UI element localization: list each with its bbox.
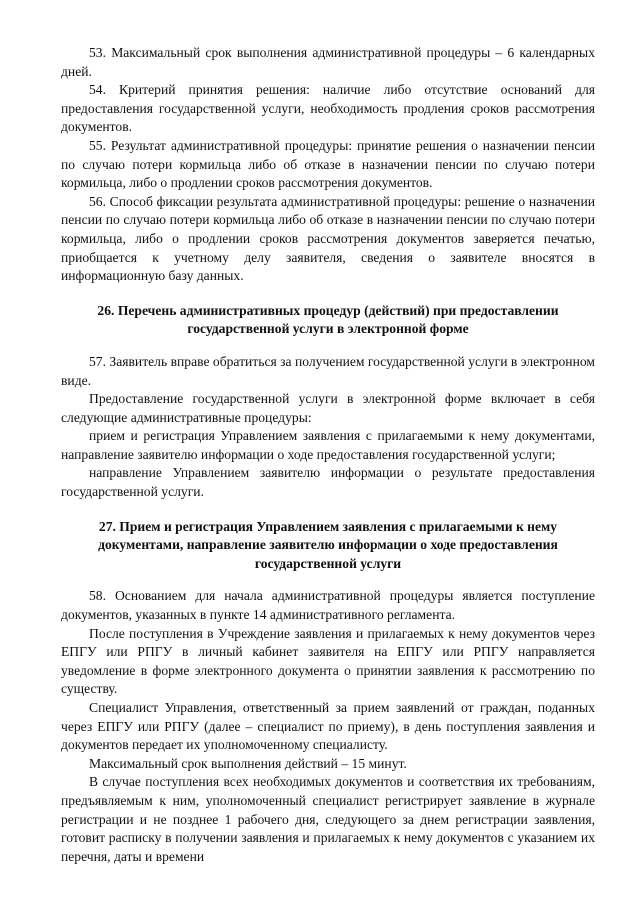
paragraph-54: 54. Критерий принятия решения: наличие либо отсутствие оснований для предоставления государственной услуги, необходимость продления сроков рассмотрения документов.: [61, 82, 595, 135]
paragraph-53: 53. Максимальный срок выполнения административной процедуры – 6 календарных дней.: [61, 45, 595, 79]
paragraph-57: 57. Заявитель вправе обратиться за получением государственной услуги в электронном виде.: [61, 353, 595, 388]
section-27-paragraph: В случае поступления всех необходимых документов и соответствия их требованиям, предъявляемым к ним, уполномоченный специалист регистрирует заявление в журнале регистрации и не позднее 1 рабочего дня, следующего за днем регистрации заявления, готовит расписку в получении заявления и прилагаемых к нему документов с указанием их перечня, даты и времени: [61, 774, 595, 864]
section-26-paragraph: Предоставление государственной услуги в электронной форме включает в себя следующие административные процедуры:: [61, 391, 595, 425]
section-26-heading: 26. Перечень административных процедур (действий) при предоставлении государственной услуги в электронной форме: [97, 302, 559, 337]
paragraph-55: 55. Результат административной процедуры: принятие решения о назначении пенсии по случаю потери кормильца либо об отказе в назначении пенсии по случаю потери кормильца, либо о продлении сроков рассмотрения документов.: [61, 137, 595, 191]
section-27-heading: 27. Прием и регистрация Управлением заявления с прилагаемыми к нему документами, направление заявителю информации о ходе предоставления государственной услуги: [98, 518, 558, 571]
section-27-paragraph: После поступления в Учреждение заявления и прилагаемых к нему документов через ЕПГУ или РПГУ в личный кабинет заявителя на ЕПГУ или РПГУ направляется уведомление в форме электронного документа о принятии заявления к рассмотрению по существу.: [61, 625, 595, 697]
section-26-paragraph: прием и регистрация Управлением заявления с прилагаемыми к нему документами, направление заявителю информации о ходе предоставления государственной услуги;: [61, 428, 595, 462]
section-26-paragraph: направление Управлением заявителю информации о результате предоставления государственной услуги.: [61, 465, 595, 500]
paragraph-56: 56. Способ фиксации результата административной процедуры: решение о назначении пенсии по случаю потери кормильца либо об отказе в назначении пенсии по случаю потери кормильца, либо о продлении сроков рассмотрения документов заверяется печатью, приобщается к учетному делу заявителя, сведения о заявителе вносятся в информационную базу данных.: [61, 193, 595, 284]
paragraph-58: 58. Основанием для начала административной процедуры является поступление документов, указанных в пункте 14 административного регламента.: [61, 588, 595, 623]
section-27-paragraph: Максимальный срок выполнения действий – 15 минут.: [89, 755, 407, 771]
section-27-paragraph: Специалист Управления, ответственный за прием заявлений от граждан, поданных через ЕПГУ или РПГУ (далее – специалист по приему), в день поступления заявления и документов передает их уполномоченному специалисту.: [61, 700, 595, 753]
document-page: [61, 44, 595, 866]
